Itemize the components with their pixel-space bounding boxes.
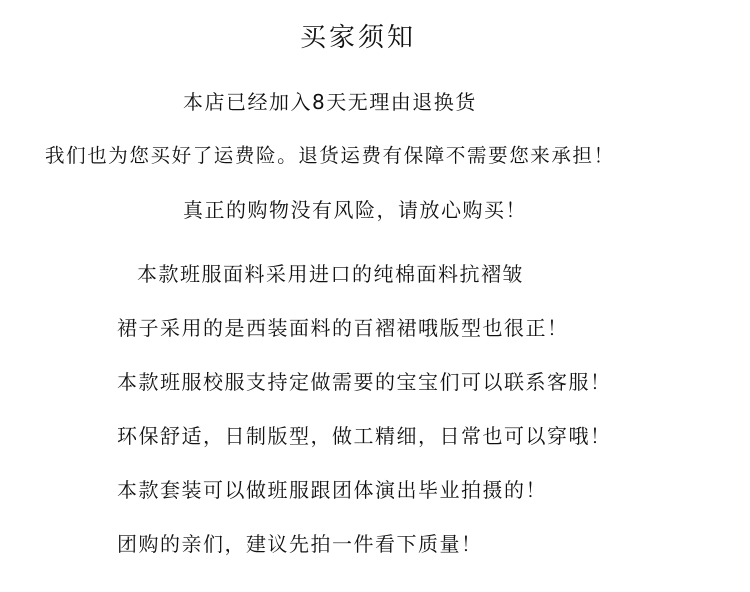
page-title: 买家须知 <box>300 23 417 53</box>
notice-line-comfort: 环保舒适，日制版型，做工精细，日常也可以穿哦！ <box>117 424 612 448</box>
notice-line-return-policy: 本店已经加入8天无理由退换货 <box>183 90 477 114</box>
notice-line-usage: 本款套装可以做班服跟团体演出毕业拍摄的！ <box>117 478 547 502</box>
notice-line-fabric: 本款班服面料采用进口的纯棉面料抗褶皱 <box>137 262 524 286</box>
notice-line-shipping-insurance: 我们也为您买好了运费险。退货运费有保障不需要您来承担！ <box>45 144 615 167</box>
notice-line-skirt: 裙子采用的是西装面料的百褶裙哦版型也很正！ <box>117 316 569 340</box>
notice-line-no-risk: 真正的购物没有风险，请放心购买！ <box>183 198 527 222</box>
notice-line-group-buy: 团购的亲们，建议先拍一件看下质量！ <box>117 532 483 556</box>
notice-line-custom-order: 本款班服校服支持定做需要的宝宝们可以联系客服！ <box>117 370 612 394</box>
